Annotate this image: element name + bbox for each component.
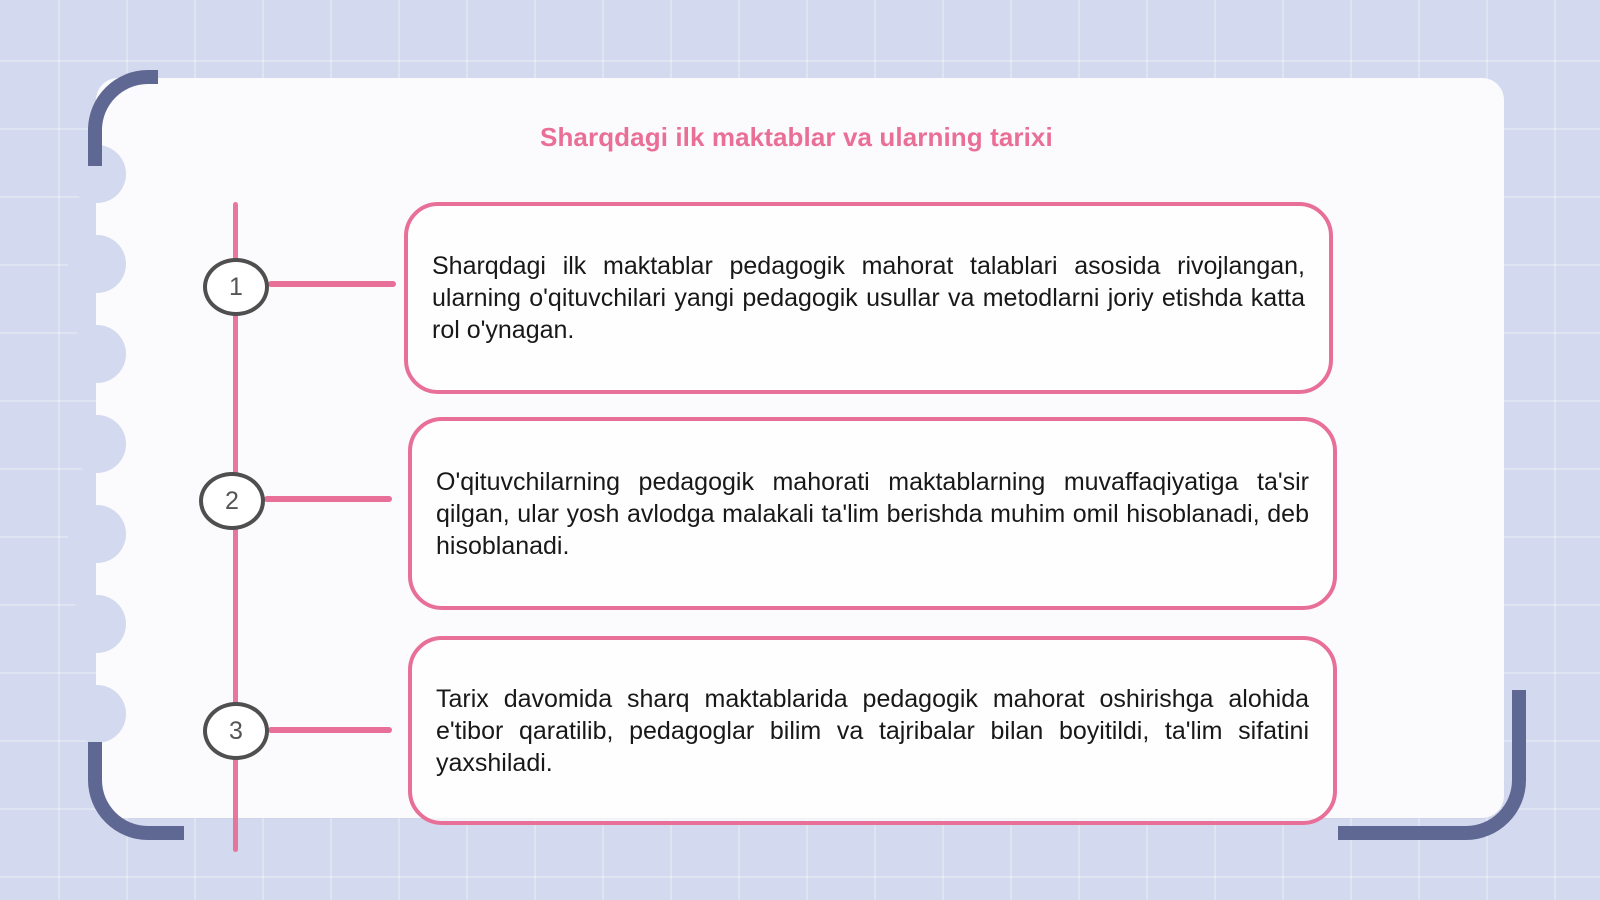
timeline-item-text: Tarix davomida sharq maktablarida pedagogik mahorat oshirishga alohida e'tibor qaratilib, pedagoglar bilim va tajribalar bilan boyitildi, ta'lim sifatini yaxshiladi.: [436, 684, 1309, 777]
paper-edge-scallop: [68, 505, 126, 563]
timeline-number-badge: 2: [199, 472, 265, 530]
timeline-item-text: O'qituvchilarning pedagogik mahorati maktablarning muvaffaqiyatiga ta'sir qilgan, ular yosh avlodga malakali ta'lim berishda muhim omil hisoblanadi, deb hisoblanadi.: [436, 467, 1309, 560]
bottom-left-frame-corner: [88, 742, 184, 840]
timeline-connector: [264, 496, 392, 502]
timeline-connector: [268, 281, 396, 287]
paper-edge-scallop: [68, 415, 126, 473]
top-left-frame-corner: [88, 70, 158, 166]
timeline-number-badge: 1: [203, 258, 269, 316]
paper-edge-scallop: [68, 235, 126, 293]
paper-edge-scallop: [68, 595, 126, 653]
bottom-right-frame-corner: [1338, 690, 1526, 840]
paper-edge-scallop: [68, 685, 126, 743]
timeline-item-text: Sharqdagi ilk maktablar pedagogik mahorat talablari asosida rivojlangan, ularning o'qituvchilari yangi pedagogik usullar va metodlarni joriy etishda katta rol o'ynagan.: [432, 252, 1305, 344]
timeline-item-card: [408, 417, 1337, 610]
timeline-item-card: [404, 202, 1333, 394]
timeline-item-card: [408, 636, 1337, 825]
timeline-number-badge: 3: [203, 702, 269, 760]
slide-title: Sharqdagi ilk maktablar va ularning tarixi: [540, 122, 1053, 152]
timeline-connector: [268, 727, 392, 733]
paper-edge-scallop: [68, 325, 126, 383]
